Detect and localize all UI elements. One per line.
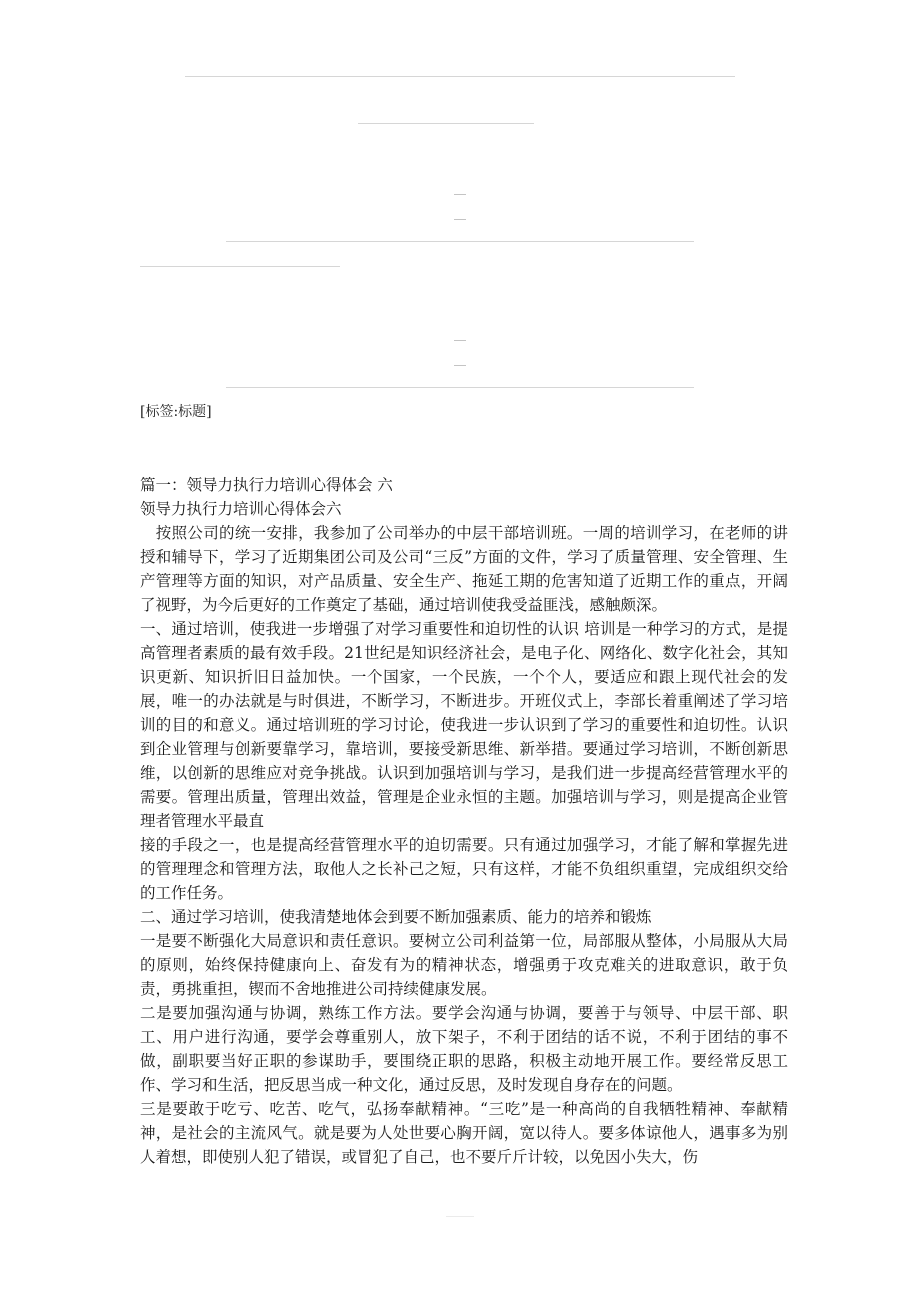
- paragraph-point-3: 三是要敢于吃亏、吃苦、吃气，弘扬奉献精神。“三吃”是一种高尚的自我牺牲精神、奉献精神，是社会的主流风气。就是要为人处世要心胸开阔，宽以待人。要多体谅他人，遇事多为别人着想，即使别人犯了错误，或冒犯了自己，也不要斤斤计较，以免因小失大，伤: [140, 1100, 788, 1166]
- paragraph-point-1: 一是要不断强化大局意识和责任意识。要树立公司利益第一位，局部服从整体，小局服从大局的原则，始终保持健康向上、奋发有为的精神状态，增强勇于攻克难关的进取意识，敢于负责，勇挑重担，锲而不舍地推进公司持续健康发展。: [140, 932, 788, 998]
- paragraph-section-1: 一、通过培训，使我进一步增强了对学习重要性和迫切性的认识 培训是一种学习的方式，是提高管理者素质的最有效手段。21世纪是知识经济社会，是电子化、网络化、数字化社会，其知识更新、知识折旧日益加快。一个国家，一个民族，一个个人，要适应和跟上现代社会的发展，唯一的办法就是与时俱进，不断学习，不断进步。开班仪式上，李部长着重阐述了学习培训的目的和意义。通过培训班的学习讨论，使我进一步认识到了学习的重要性和迫切性。认识到企业管理与创新要靠学习，靠培训，要接受新思维、新举措。要通过学习培训，不断创新思维，以创新的思维应对竞争挑战。认识到加强培训与学习，是我们进一步提高经营管理水平的需要。管理出质量，管理出效益，管理是企业永恒的主题。加强培训与学习，则是提高企业管理者管理水平最直: [140, 620, 788, 830]
- header-tick-4: [454, 365, 466, 366]
- header-rule-short: [358, 123, 534, 124]
- article-title: 篇一：领导力执行力培训心得体会 六: [140, 476, 393, 494]
- tag-label: [标签:标题]: [140, 404, 212, 420]
- header-rule-middle: [226, 241, 694, 242]
- footer-mark: [446, 1216, 474, 1217]
- paragraph-point-2: 二是要加强沟通与协调，熟练工作方法。要学会沟通与协调，要善于与领导、中层干部、职工、用户进行沟通，要学会尊重别人，放下架子，不利于团结的话不说，不利于团结的事不做，副职要当好正职的参谋助手，要围绕正职的思路，积极主动地开展工作。要经常反思工作、学习和生活，把反思当成一种文化，通过反思，及时发现自身存在的问题。: [140, 1004, 788, 1094]
- paragraph-section-1-cont: 接的手段之一，也是提高经营管理水平的迫切需要。只有通过加强学习，才能了解和掌握先进的管理理念和管理方法，取他人之长补己之短，只有这样，才能不负组织重望，完成组织交给的工作任务。: [140, 836, 788, 902]
- header-rule-left: [140, 266, 340, 267]
- article-body: [140, 473, 788, 1169]
- article-subtitle: 领导力执行力培训心得体会六: [140, 500, 342, 518]
- header-rule-bottom: [226, 387, 694, 388]
- header-tick-3: [454, 340, 466, 341]
- paragraph-section-2-heading: 二、通过学习培训，使我清楚地体会到要不断加强素质、能力的培养和锻炼: [140, 908, 652, 926]
- paragraph-intro: 按照公司的统一安排，我参加了公司举办的中层干部培训班。一周的培训学习，在老师的讲授和辅导下，学习了近期集团公司及公司“三反”方面的文件，学习了质量管理、安全管理、生产管理等方面的知识，对产品质量、安全生产、拖延工期的危害知道了近期工作的重点，开阔了视野，为今后更好的工作奠定了基础，通过培训使我受益匪浅，感触颇深。: [140, 524, 788, 614]
- header-tick-1: [454, 194, 466, 195]
- header-rule-top: [185, 76, 735, 77]
- header-tick-2: [454, 219, 466, 220]
